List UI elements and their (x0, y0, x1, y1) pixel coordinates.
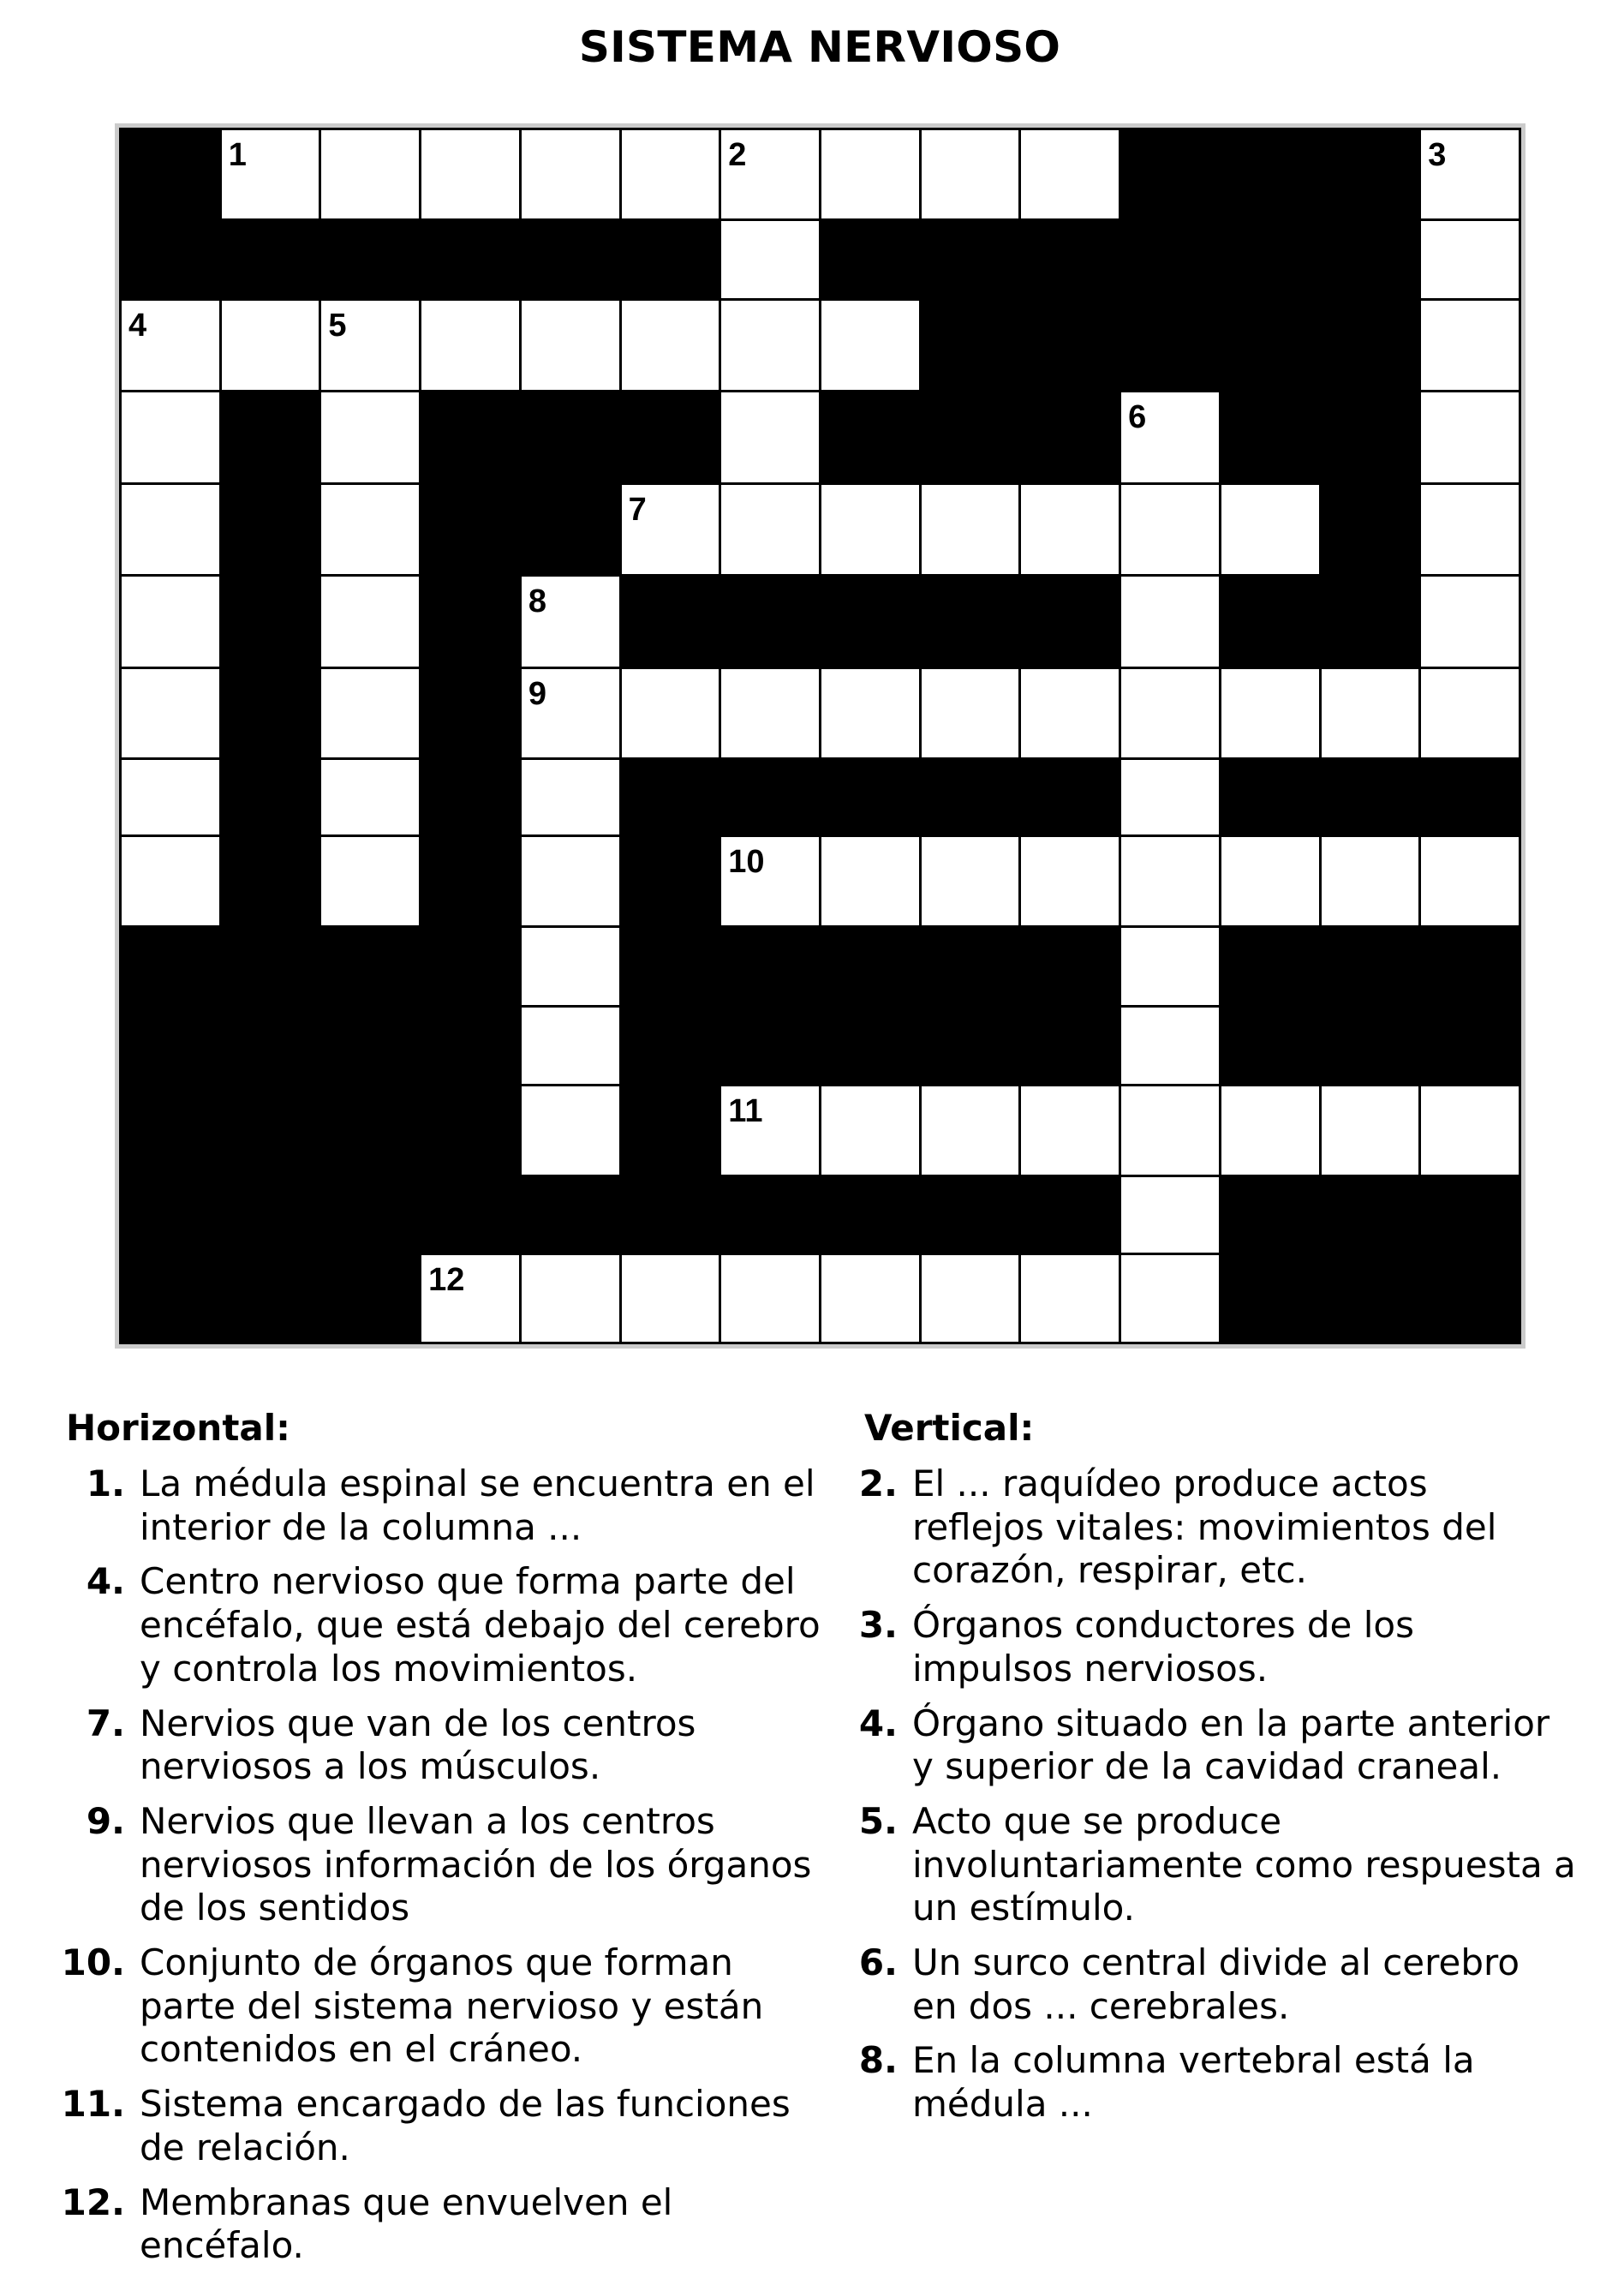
clue-number: 10. (61, 1941, 125, 1984)
crossword-answer-cell[interactable] (1421, 130, 1519, 218)
crossword-block-cell (821, 577, 919, 667)
crossword-block-cell (821, 221, 919, 297)
clue-text: El ... raquídeo produce actos reflejos vitales: movimientos del corazón, respirar, etc. (912, 1463, 1497, 1592)
crossword-answer-cell[interactable] (321, 577, 419, 667)
crossword-answer-cell[interactable] (922, 1255, 1019, 1342)
crossword-answer-cell[interactable] (321, 485, 419, 574)
crossword-block-cell (1421, 928, 1519, 1004)
crossword-puzzle (115, 123, 1525, 1349)
crossword-block-cell (922, 301, 1019, 390)
clue-number-label: 5 (328, 307, 347, 344)
crossword-block-cell (222, 760, 319, 835)
crossword-block-cell (222, 221, 319, 297)
crossword-block-cell (321, 1086, 419, 1175)
crossword-block-cell (622, 760, 719, 835)
crossword-block-cell (421, 928, 519, 1004)
crossword-answer-cell[interactable] (821, 669, 919, 757)
crossword-block-cell (1421, 1177, 1519, 1253)
crossword-block-cell (622, 837, 719, 925)
crossword-answer-cell[interactable] (1121, 760, 1219, 835)
clue-number: 4. (858, 1702, 898, 1744)
crossword-block-cell (1021, 1177, 1119, 1253)
crossword-answer-cell[interactable] (1322, 669, 1419, 757)
crossword-answer-cell[interactable] (1021, 130, 1119, 218)
crossword-answer-cell[interactable] (122, 837, 219, 925)
crossword-answer-cell[interactable] (522, 1008, 619, 1084)
clue-number: 1. (86, 1463, 125, 1504)
crossword-answer-cell[interactable] (1322, 1086, 1419, 1175)
crossword-answer-cell[interactable] (1421, 221, 1519, 297)
crossword-answer-cell[interactable] (1421, 837, 1519, 925)
clue-text: Órganos conductores de los impulsos nerviosos. (912, 1604, 1414, 1690)
crossword-block-cell (1221, 301, 1319, 390)
clue-number: 6. (858, 1941, 898, 1984)
crossword-block-cell (1021, 577, 1119, 667)
crossword-block-cell (1221, 221, 1319, 297)
crossword-answer-cell[interactable] (321, 669, 419, 757)
clue-number-label: 7 (628, 491, 647, 528)
crossword-answer-cell[interactable] (1421, 577, 1519, 667)
crossword-block-cell (222, 577, 319, 667)
crossword-block-cell (922, 760, 1019, 835)
crossword-block-cell (622, 221, 719, 297)
crossword-block-cell (1322, 577, 1419, 667)
crossword-answer-cell[interactable] (821, 301, 919, 390)
crossword-block-cell (622, 1086, 719, 1175)
crossword-answer-cell[interactable] (1421, 392, 1519, 482)
crossword-block-cell (421, 221, 519, 297)
clue-number-label: 12 (428, 1261, 465, 1298)
clue-item (858, 1702, 1612, 1789)
crossword-answer-cell[interactable] (122, 577, 219, 667)
clue-number-label: 6 (1128, 398, 1147, 435)
crossword-block-cell (222, 837, 319, 925)
crossword-answer-cell[interactable] (622, 301, 719, 390)
clue-text: En la columna vertebral está la médula ... (912, 2039, 1475, 2126)
crossword-block-cell (622, 392, 719, 482)
crossword-block-cell (421, 837, 519, 925)
clue-item (60, 1702, 848, 1789)
vertical-heading: Vertical: (864, 1407, 1035, 1449)
clue-item (858, 2039, 1612, 2126)
crossword-block-cell (1322, 485, 1419, 574)
crossword-block-cell (821, 1177, 919, 1253)
crossword-answer-cell[interactable] (1121, 577, 1219, 667)
crossword-block-cell (622, 1177, 719, 1253)
crossword-answer-cell[interactable] (721, 837, 819, 925)
crossword-block-cell (1322, 301, 1419, 390)
crossword-answer-cell[interactable] (622, 485, 719, 574)
crossword-answer-cell[interactable] (1121, 928, 1219, 1004)
crossword-answer-cell[interactable] (1121, 1177, 1219, 1253)
crossword-block-cell (1322, 221, 1419, 297)
crossword-answer-cell[interactable] (122, 301, 219, 390)
crossword-answer-cell[interactable] (522, 1086, 619, 1175)
crossword-block-cell (1221, 577, 1319, 667)
clue-number: 8. (858, 2039, 898, 2082)
crossword-block-cell (1121, 301, 1219, 390)
crossword-answer-cell[interactable] (1221, 485, 1319, 574)
crossword-answer-cell[interactable] (1221, 837, 1319, 925)
crossword-answer-cell[interactable] (1021, 669, 1119, 757)
crossword-block-cell (821, 1008, 919, 1084)
crossword-block-cell (421, 1086, 519, 1175)
clue-item (60, 1941, 848, 2072)
crossword-answer-cell[interactable] (1421, 485, 1519, 574)
crossword-answer-cell[interactable] (421, 1255, 519, 1342)
crossword-answer-cell[interactable] (922, 669, 1019, 757)
crossword-block-cell (1021, 392, 1119, 482)
crossword-block-cell (122, 928, 219, 1004)
crossword-answer-cell[interactable] (922, 1086, 1019, 1175)
crossword-answer-cell[interactable] (1121, 669, 1219, 757)
crossword-answer-cell[interactable] (321, 130, 419, 218)
clue-number-label: 2 (728, 137, 747, 173)
crossword-answer-cell[interactable] (1021, 1086, 1119, 1175)
clue-number-label: 8 (528, 583, 546, 619)
crossword-answer-cell[interactable] (1021, 1255, 1119, 1342)
vertical-clues (858, 1407, 1612, 2138)
crossword-answer-cell[interactable] (922, 130, 1019, 218)
crossword-block-cell (1421, 1255, 1519, 1342)
clue-number: 12. (61, 2180, 125, 2223)
crossword-block-cell (1021, 301, 1119, 390)
crossword-answer-cell[interactable] (622, 669, 719, 757)
crossword-block-cell (321, 928, 419, 1004)
crossword-block-cell (122, 130, 219, 218)
crossword-block-cell (1322, 1255, 1419, 1342)
clue-number: 3. (858, 1604, 898, 1647)
crossword-block-cell (922, 392, 1019, 482)
horizontal-clue-list (60, 1463, 848, 2268)
crossword-answer-cell[interactable] (721, 130, 819, 218)
crossword-answer-cell[interactable] (522, 760, 619, 835)
clue-number-label: 1 (228, 137, 247, 173)
crossword-answer-cell[interactable] (821, 1086, 919, 1175)
crossword-answer-cell[interactable] (922, 837, 1019, 925)
crossword-answer-cell[interactable] (922, 485, 1019, 574)
crossword-block-cell (922, 1008, 1019, 1084)
crossword-block-cell (1021, 760, 1119, 835)
vertical-clue-list (858, 1463, 1612, 2126)
crossword-block-cell (122, 1177, 219, 1253)
crossword-block-cell (1322, 760, 1419, 835)
crossword-answer-cell[interactable] (1121, 837, 1219, 925)
crossword-block-cell (522, 221, 619, 297)
crossword-block-cell (321, 1008, 419, 1084)
clue-item (60, 1463, 848, 1549)
crossword-answer-cell[interactable] (421, 130, 519, 218)
crossword-answer-cell[interactable] (1121, 485, 1219, 574)
crossword-answer-cell[interactable] (321, 760, 419, 835)
crossword-block-cell (721, 928, 819, 1004)
crossword-block-cell (421, 392, 519, 482)
clue-item (60, 1800, 848, 1930)
crossword-answer-cell[interactable] (721, 669, 819, 757)
crossword-block-cell (622, 577, 719, 667)
clue-number-label: 9 (528, 675, 546, 712)
crossword-answer-cell[interactable] (1021, 485, 1119, 574)
crossword-answer-cell[interactable] (721, 1086, 819, 1175)
crossword-block-cell (321, 221, 419, 297)
crossword-block-cell (922, 928, 1019, 1004)
crossword-block-cell (1221, 1177, 1319, 1253)
clue-item (858, 1604, 1612, 1690)
crossword-grid (122, 130, 1519, 1342)
clue-number: 2. (858, 1463, 898, 1504)
crossword-block-cell (1322, 130, 1419, 218)
crossword-block-cell (922, 221, 1019, 297)
crossword-answer-cell[interactable] (1322, 837, 1419, 925)
clue-text: Acto que se produce involuntariamente como respuesta a un estímulo. (912, 1799, 1576, 1929)
crossword-block-cell (1421, 1008, 1519, 1084)
crossword-answer-cell[interactable] (522, 130, 619, 218)
crossword-block-cell (1121, 221, 1219, 297)
crossword-block-cell (421, 1177, 519, 1253)
crossword-block-cell (421, 485, 519, 574)
clue-item (60, 1560, 848, 1690)
crossword-block-cell (821, 392, 919, 482)
clue-number: 4. (86, 1560, 125, 1603)
crossword-block-cell (222, 928, 319, 1004)
crossword-block-cell (522, 1177, 619, 1253)
clue-number: 9. (86, 1799, 125, 1842)
crossword-block-cell (1421, 760, 1519, 835)
crossword-block-cell (821, 760, 919, 835)
crossword-answer-cell[interactable] (122, 485, 219, 574)
crossword-block-cell (721, 577, 819, 667)
crossword-answer-cell[interactable] (1121, 1008, 1219, 1084)
crossword-answer-cell[interactable] (421, 301, 519, 390)
crossword-block-cell (1322, 928, 1419, 1004)
crossword-block-cell (1322, 1177, 1419, 1253)
crossword-answer-cell[interactable] (622, 130, 719, 218)
clue-text: Nervios que van de los centros nerviosos a los músculos. (140, 1702, 696, 1788)
crossword-block-cell (222, 1255, 319, 1342)
clue-text: Nervios que llevan a los centros nerviosos información de los órganos de los sentidos (140, 1799, 812, 1929)
crossword-block-cell (122, 1008, 219, 1084)
crossword-answer-cell[interactable] (821, 1255, 919, 1342)
clue-item (60, 2181, 848, 2268)
crossword-block-cell (922, 577, 1019, 667)
crossword-block-cell (622, 928, 719, 1004)
crossword-answer-cell[interactable] (522, 301, 619, 390)
crossword-block-cell (222, 1177, 319, 1253)
crossword-block-cell (321, 1177, 419, 1253)
clue-number: 5. (858, 1799, 898, 1842)
crossword-block-cell (1021, 221, 1119, 297)
clue-item (858, 1463, 1612, 1593)
crossword-answer-cell[interactable] (721, 301, 819, 390)
crossword-answer-cell[interactable] (721, 392, 819, 482)
crossword-block-cell (222, 1086, 319, 1175)
clue-item (858, 1800, 1612, 1930)
crossword-block-cell (421, 669, 519, 757)
crossword-answer-cell[interactable] (1021, 837, 1119, 925)
clue-text: Sistema encargado de las funciones de relación. (140, 2083, 791, 2168)
crossword-block-cell (122, 1255, 219, 1342)
crossword-block-cell (1221, 760, 1319, 835)
crossword-block-cell (522, 392, 619, 482)
crossword-block-cell (522, 485, 619, 574)
crossword-answer-cell[interactable] (522, 1255, 619, 1342)
clue-number: 11. (61, 2083, 125, 2126)
crossword-block-cell (421, 760, 519, 835)
crossword-block-cell (1221, 1255, 1319, 1342)
crossword-answer-cell[interactable] (821, 485, 919, 574)
crossword-answer-cell[interactable] (622, 1255, 719, 1342)
crossword-block-cell (1322, 392, 1419, 482)
crossword-answer-cell[interactable] (821, 837, 919, 925)
crossword-answer-cell[interactable] (522, 837, 619, 925)
crossword-answer-cell[interactable] (222, 130, 319, 218)
clue-number-label: 3 (1428, 137, 1447, 173)
clue-text: Membranas que envuelven el encéfalo. (140, 2180, 673, 2267)
crossword-block-cell (821, 928, 919, 1004)
crossword-block-cell (1322, 1008, 1419, 1084)
crossword-block-cell (222, 392, 319, 482)
crossword-answer-cell[interactable] (721, 1255, 819, 1342)
clue-number-label: 11 (728, 1093, 763, 1130)
crossword-answer-cell[interactable] (1121, 392, 1219, 482)
crossword-block-cell (222, 669, 319, 757)
crossword-block-cell (1221, 1008, 1319, 1084)
clue-item (60, 2083, 848, 2169)
crossword-block-cell (1221, 130, 1319, 218)
clue-text: Un surco central divide al cerebro en dos ... cerebrales. (912, 1941, 1520, 2027)
crossword-block-cell (721, 1177, 819, 1253)
crossword-answer-cell[interactable] (1421, 669, 1519, 757)
crossword-answer-cell[interactable] (1121, 1255, 1219, 1342)
crossword-answer-cell[interactable] (122, 760, 219, 835)
crossword-answer-cell[interactable] (522, 577, 619, 667)
clue-text: Centro nervioso que forma parte del encéfalo, que está debajo del cerebro y controla los movimientos. (140, 1560, 821, 1690)
crossword-block-cell (122, 1086, 219, 1175)
clue-number-label: 4 (128, 307, 147, 344)
crossword-answer-cell[interactable] (522, 928, 619, 1004)
horizontal-heading: Horizontal: (66, 1407, 290, 1449)
crossword-block-cell (721, 760, 819, 835)
crossword-answer-cell[interactable] (1121, 1086, 1219, 1175)
clue-text: La médula espinal se encuentra en el interior de la columna ... (140, 1463, 815, 1548)
crossword-answer-cell[interactable] (821, 130, 919, 218)
crossword-block-cell (321, 1255, 419, 1342)
crossword-block-cell (222, 1008, 319, 1084)
crossword-block-cell (421, 577, 519, 667)
crossword-answer-cell[interactable] (122, 392, 219, 482)
crossword-block-cell (1221, 392, 1319, 482)
crossword-block-cell (1021, 1008, 1119, 1084)
crossword-block-cell (122, 221, 219, 297)
clue-number-label: 10 (728, 844, 765, 881)
crossword-block-cell (1121, 130, 1219, 218)
crossword-answer-cell[interactable] (522, 669, 619, 757)
crossword-block-cell (622, 1008, 719, 1084)
crossword-answer-cell[interactable] (1221, 669, 1319, 757)
crossword-block-cell (922, 1177, 1019, 1253)
crossword-answer-cell[interactable] (721, 485, 819, 574)
crossword-block-cell (222, 485, 319, 574)
clue-number: 7. (86, 1702, 125, 1744)
crossword-answer-cell[interactable] (721, 221, 819, 297)
crossword-block-cell (1221, 928, 1319, 1004)
clue-text: Conjunto de órganos que forman parte del sistema nervioso y están contenidos en el cráneo. (140, 1941, 764, 2071)
crossword-answer-cell[interactable] (321, 392, 419, 482)
crossword-answer-cell[interactable] (1221, 1086, 1319, 1175)
crossword-answer-cell[interactable] (321, 837, 419, 925)
crossword-answer-cell[interactable] (1421, 301, 1519, 390)
crossword-block-cell (421, 1008, 519, 1084)
page-title: SISTEMA NERVIOSO (578, 22, 1061, 72)
crossword-answer-cell[interactable] (222, 301, 319, 390)
crossword-answer-cell[interactable] (321, 301, 419, 390)
crossword-block-cell (721, 1008, 819, 1084)
horizontal-clues (60, 1407, 848, 2279)
clue-item (858, 1941, 1612, 2028)
crossword-block-cell (1021, 928, 1119, 1004)
clue-text: Órgano situado en la parte anterior y superior de la cavidad craneal. (912, 1702, 1550, 1788)
crossword-answer-cell[interactable] (122, 669, 219, 757)
crossword-answer-cell[interactable] (1421, 1086, 1519, 1175)
